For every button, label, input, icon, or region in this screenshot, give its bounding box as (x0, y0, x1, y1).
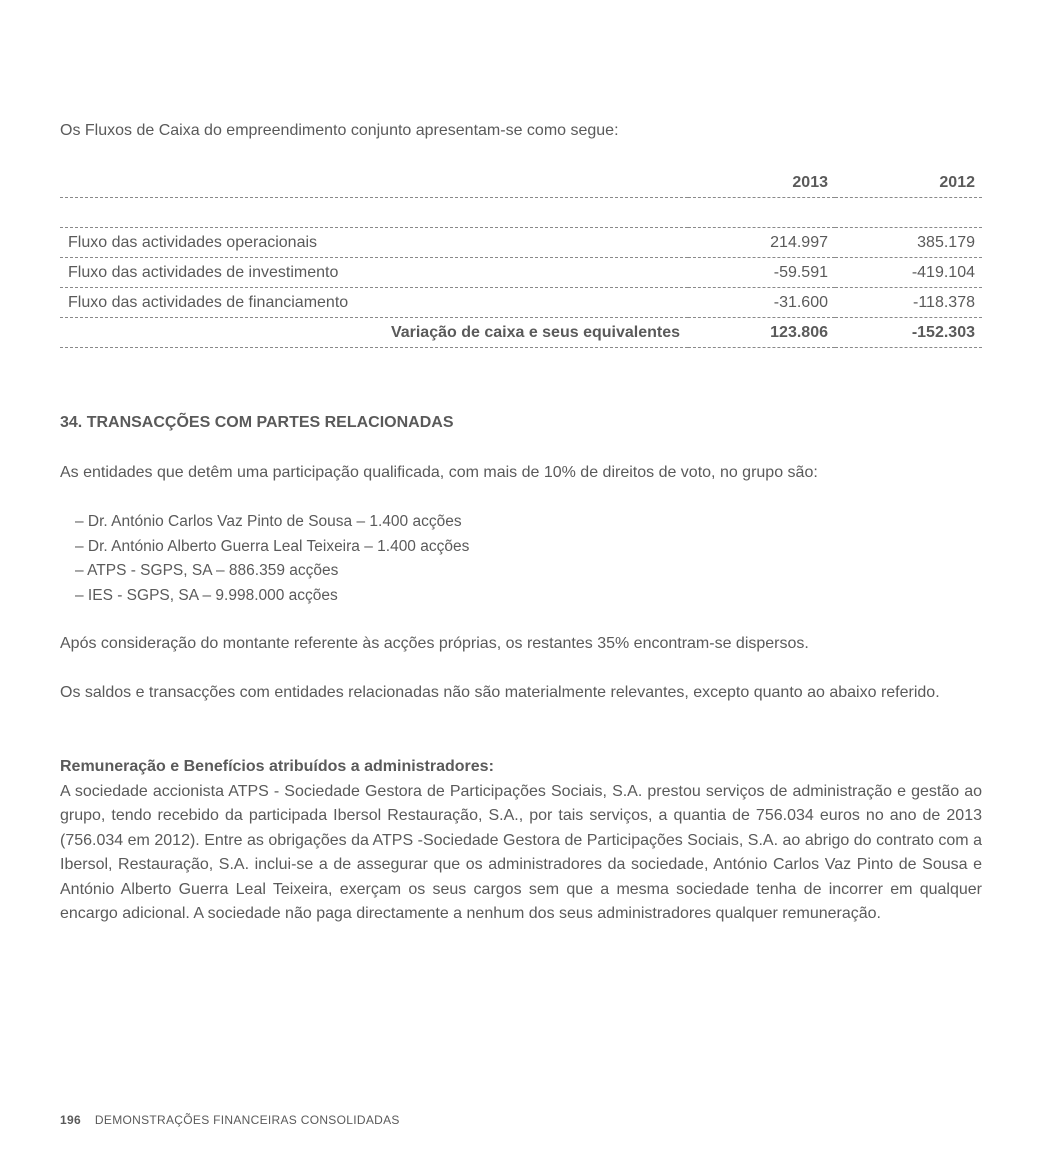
row-value-2012: 385.179 (835, 228, 982, 258)
footer-section-name: DEMONSTRAÇÕES FINANCEIRAS CONSOLIDADAS (94, 1113, 400, 1127)
page-footer (60, 1113, 400, 1127)
column-header-2013: 2013 (688, 168, 835, 198)
section-title: 34. TRANSACÇÕES COM PARTES RELACIONADAS (60, 414, 454, 431)
table-row (60, 258, 982, 288)
page-number: 196 (60, 1113, 81, 1127)
remuneration-block (60, 755, 982, 927)
shareholders-intro: As entidades que detêm uma participação qualificada, com mais de 10% de direitos de voto, no grupo são: (60, 464, 818, 481)
row-label: Fluxo das actividades de investimento (60, 258, 688, 288)
dispersed-shares-text: Após consideração do montante referente às acções próprias, os restantes 35% encontram-se dispersos. (60, 635, 809, 652)
list-item: – Dr. António Carlos Vaz Pinto de Sousa – 1.400 acções (75, 513, 462, 530)
shareholders-list (75, 510, 469, 608)
total-label: Variação de caixa e seus equivalentes (60, 318, 688, 348)
table-row (60, 228, 982, 258)
remuneration-text: A sociedade accionista ATPS - Sociedade Gestora de Participações Sociais, S.A. prestou serviços de administração e gestão ao grupo, tendo recebido da participada Ibersol Restauração, S.A., por tais serviços, a quantia de 756.034 euros no ano de 2013 (756.034 em 2012). Entre as obrigações da ATPS -Sociedade Gestora de Participações Sociais, S.A. ao abrigo do contrato com a Ibersol, Restauração, S.A. inclui-se a de assegurar que os administradores da sociedade, António Carlos Vaz Pinto de Sousa e António Alberto Guerra Leal Teixeira, exerçam os seus cargos sem que a mesma sociedade tenha de incorrer em qualquer encargo adicional. A sociedade não paga directamente a nenhum dos seus administradores qualquer remuneração. (60, 782, 982, 922)
balances-text: Os saldos e transacções com entidades relacionadas não são materialmente relevantes, excepto quanto ao abaixo referido. (60, 684, 940, 701)
row-value-2012: -118.378 (835, 288, 982, 318)
row-value-2013: 214.997 (688, 228, 835, 258)
table-header-blank (60, 168, 688, 198)
row-label: Fluxo das actividades de financiamento (60, 288, 688, 318)
row-label: Fluxo das actividades operacionais (60, 228, 688, 258)
list-item: – IES - SGPS, SA – 9.998.000 acções (75, 586, 338, 604)
intro-text: Os Fluxos de Caixa do empreendimento conjunto apresentam-se como segue: (60, 122, 619, 139)
row-value-2013: -31.600 (688, 288, 835, 318)
row-value-2012: -419.104 (835, 258, 982, 288)
row-value-2013: -59.591 (688, 258, 835, 288)
table-row (60, 288, 982, 318)
total-value-2013: 123.806 (688, 318, 835, 348)
list-item: – Dr. António Alberto Guerra Leal Teixeira – 1.400 acções (75, 537, 470, 555)
list-item: – ATPS - SGPS, SA – 886.359 acções (75, 562, 339, 579)
table-spacer-row (60, 198, 982, 228)
table-header-row (60, 168, 982, 198)
table-total-row (60, 318, 982, 348)
column-header-2012: 2012 (835, 168, 982, 198)
remuneration-heading: Remuneração e Benefícios atribuídos a administradores: (60, 758, 494, 775)
cash-flow-table (60, 168, 982, 348)
total-value-2012: -152.303 (835, 318, 982, 348)
